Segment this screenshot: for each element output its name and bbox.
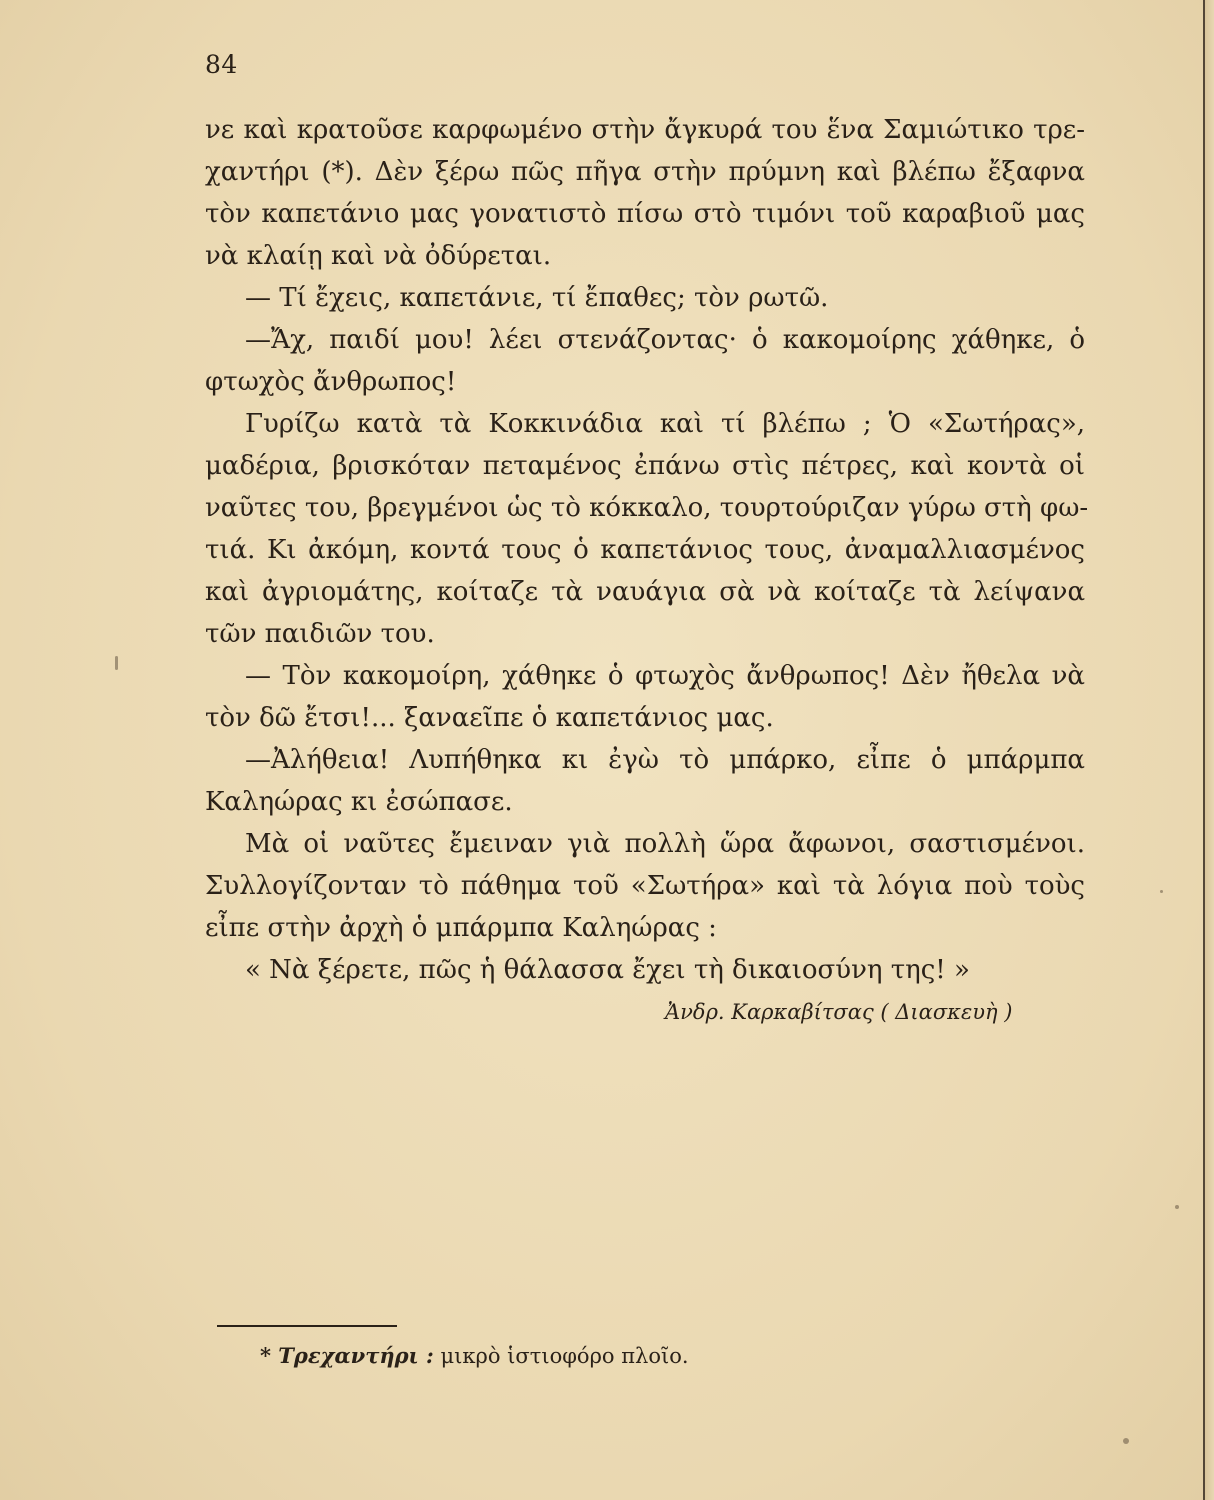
dialogue-line: — Τί ἔχεις, καπετάνιε, τί ἔπαθες; τὸν ρωτῶ. [245,283,829,313]
body-line: καὶ ἀγριομάτης, κοίταζε τὰ ναυάγια σὰ νὰ κοίταζε τὰ λείψανα [205,577,1085,607]
body-line: Συλλογίζονταν τὸ πάθημα τοῦ «Σωτήρα» καὶ τὰ λόγια ποὺ τοὺς [205,871,1085,901]
body-line: χαντήρι (*). Δὲν ξέρω πῶς πῆγα στὴν πρύμνη καὶ βλέπω ἔξαφνα [205,157,1085,187]
footnote-definition: μικρὸ ἱστιοφόρο πλοῖο. [440,1344,689,1368]
footnote [260,1343,689,1368]
paragraph-start-line: Γυρίζω κατὰ τὰ Κοκκινάδια καὶ τί βλέπω ; Ὁ «Σωτήρας», [245,409,1085,439]
page-edge-shadow [1205,0,1214,1500]
footnote-divider [217,1325,397,1327]
paper-speck [115,656,118,670]
body-line: τῶν παιδιῶν του. [205,619,435,649]
body-line: τὸν δῶ ἔτσι!... ξαναεῖπε ὁ καπετάνιος μας. [205,703,774,733]
paper-speck [1123,1438,1129,1444]
closing-quote-line: « Νὰ ξέρετε, πῶς ἡ θάλασσα ἔχει τὴ δικαιοσύνη της! » [245,955,970,985]
author-signature: Ἀνδρ. Καρκαβίτσας ( Διασκευὴ ) [665,1000,1013,1024]
body-line: τὸν καπετάνιο μας γονατιστὸ πίσω στὸ τιμόνι τοῦ καραβιοῦ μας [205,199,1085,229]
dialogue-line: —Ἀλήθεια! Λυπήθηκα κι ἐγὼ τὸ μπάρκο, εἶπε ὁ μπάρμπα [245,745,1085,775]
dialogue-line: — Τὸν κακομοίρη, χάθηκε ὁ φτωχὸς ἄνθρωπος! Δὲν ἤθελα νὰ [245,661,1085,691]
dialogue-line: —Ἄχ, παιδί μου! λέει στενάζοντας· ὁ κακομοίρης χάθηκε, ὁ [245,325,1085,355]
body-line: μαδέρια, βρισκόταν πεταμένος ἐπάνω στὶς πέτρες, καὶ κοντὰ οἱ [205,451,1085,481]
footnote-term: * Τρεχαντήρι : [260,1343,434,1368]
body-line: νὰ κλαίῃ καὶ νὰ ὀδύρεται. [205,241,552,271]
body-line: νε καὶ κρατοῦσε καρφωμένο στὴν ἄγκυρά του ἕνα Σαμιώτικο τρε- [205,115,1085,145]
paragraph-start-line: Μὰ οἱ ναῦτες ἔμειναν γιὰ πολλὴ ὥρα ἄφωνοι, σαστισμένοι. [245,829,1085,859]
body-line: Καληώρας κι ἐσώπασε. [205,787,513,817]
body-line: ναῦτες του, βρεγμένοι ὡς τὸ κόκκαλο, τουρτούριζαν γύρω στὴ φω- [205,493,1089,523]
paper-speck [1175,1205,1179,1209]
paper-speck [1160,890,1163,893]
page-number: 84 [205,50,238,79]
body-line: φτωχὸς ἄνθρωπος! [205,367,457,397]
body-line: εἶπε στὴν ἀρχὴ ὁ μπάρμπα Καληώρας : [205,913,717,943]
body-line: τιά. Κι ἀκόμη, κοντά τους ὁ καπετάνιος τους, ἀναμαλλιασμένος [205,535,1085,565]
